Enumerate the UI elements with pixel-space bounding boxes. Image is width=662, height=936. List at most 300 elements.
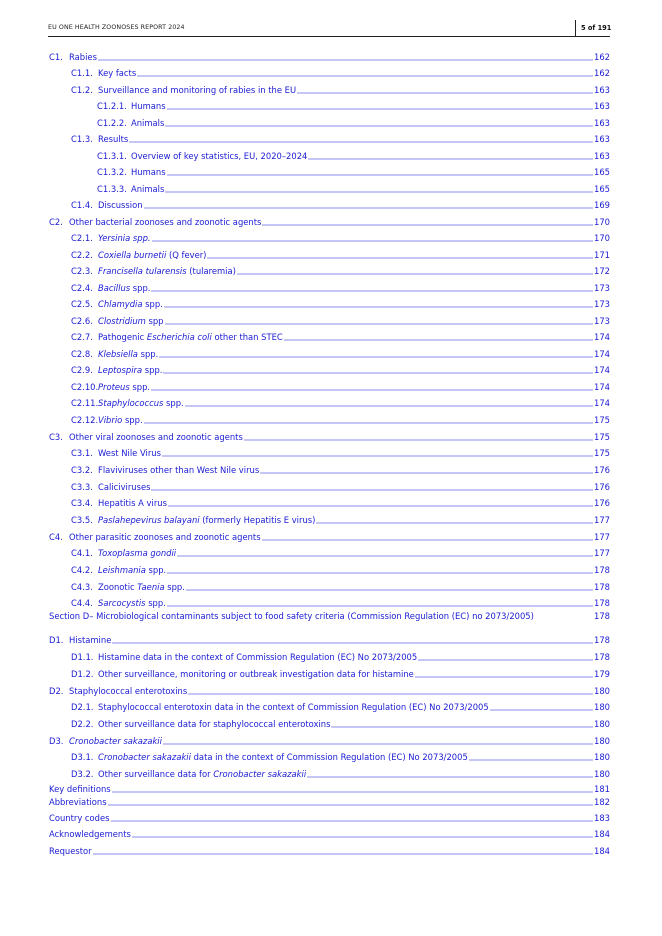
- toc-entry-title: [131, 183, 164, 195]
- toc-entry-page: 171: [594, 250, 610, 260]
- toc-leader-dots: [535, 610, 593, 622]
- toc-leader-dots: [415, 668, 593, 680]
- toc-entry[interactable]: [49, 828, 610, 840]
- toc-entry[interactable]: [71, 497, 610, 509]
- toc-entry-number: D1.1.: [71, 652, 94, 662]
- toc-entry-page: 163: [594, 151, 610, 161]
- toc-leader-dots: [165, 315, 594, 327]
- toc-entry[interactable]: [71, 348, 610, 360]
- toc-entry-number: D1.: [49, 635, 64, 645]
- toc-title-segment: spp.: [164, 582, 185, 592]
- toc-title-segment: spp.: [122, 415, 143, 425]
- toc-entry-page: 173: [594, 283, 610, 293]
- toc-leader-dots: [469, 751, 593, 763]
- toc-title-italic-segment: Clostridium: [98, 316, 146, 326]
- toc-title-italic-segment: Leishmania: [98, 565, 146, 575]
- toc-leader-dots: [168, 497, 593, 509]
- toc-leader-dots: [151, 282, 593, 294]
- toc-entry-title: [98, 282, 150, 294]
- toc-entry-number: D3.1.: [71, 752, 94, 762]
- toc-title-segment: spp.: [130, 283, 151, 293]
- toc-entry-title: [131, 150, 307, 162]
- toc-title-segment: Other surveillance, monitoring or outbreak investigation data for histamine: [98, 669, 414, 679]
- toc-entry[interactable]: [71, 464, 610, 476]
- toc-entry-title: [69, 216, 261, 228]
- toc-entry-page: 182: [594, 797, 610, 807]
- toc-leader-dots: [307, 768, 593, 780]
- toc-title-segment: spp.: [163, 398, 184, 408]
- toc-entry-title: [69, 634, 111, 646]
- toc-leader-dots: [262, 531, 593, 543]
- toc-entry-title: [98, 768, 306, 780]
- toc-entry[interactable]: [71, 282, 610, 294]
- toc-title-segment: spp: [145, 316, 164, 326]
- toc-entry[interactable]: [71, 668, 610, 680]
- toc-title-segment: Discussion: [98, 200, 143, 210]
- toc-entry[interactable]: [71, 701, 610, 713]
- toc-entry-title: [49, 610, 534, 622]
- toc-leader-dots: [262, 216, 593, 228]
- toc-entry-title: [98, 481, 150, 493]
- toc-entry-number: C2.10.: [71, 382, 99, 392]
- toc-entry-page: 174: [594, 365, 610, 375]
- toc-leader-dots: [112, 634, 593, 646]
- toc-entry-page: 169: [594, 200, 610, 210]
- toc-entry-page: 162: [594, 52, 610, 62]
- toc-entry[interactable]: [71, 315, 610, 327]
- toc-entry[interactable]: [49, 796, 610, 808]
- toc-entry-number: C1.: [49, 52, 63, 62]
- toc-entry-page: 163: [594, 85, 610, 95]
- toc-entry[interactable]: [49, 634, 610, 646]
- toc-title-italic-segment: Escherichia coli: [146, 332, 212, 342]
- toc-title-segment: Other surveillance data for staphylococcal enterotoxins: [98, 719, 331, 729]
- toc-entry-title: [98, 249, 206, 261]
- toc-entry-number: C4.1.: [71, 548, 93, 558]
- toc-entry[interactable]: [71, 84, 610, 96]
- toc-title-segment: Staphylococcal enterotoxins: [69, 686, 188, 696]
- toc-entry-title: [131, 100, 166, 112]
- toc-entry-page: 170: [594, 217, 610, 227]
- toc-entry[interactable]: [49, 610, 610, 622]
- toc-title-italic-segment: Leptospira: [98, 365, 143, 375]
- toc-title-italic-segment: Cronobacter sakazakii: [69, 736, 162, 746]
- toc-entry-number: C2.5.: [71, 299, 93, 309]
- toc-entry-title: [98, 84, 296, 96]
- toc-entry[interactable]: [71, 547, 610, 559]
- toc-entry-page: 178: [594, 582, 610, 592]
- toc-entry-title: [98, 497, 167, 509]
- toc-title-segment: spp.: [145, 565, 167, 575]
- toc-leader-dots: [144, 414, 593, 426]
- toc-entry[interactable]: [71, 514, 610, 526]
- toc-entry-number: C2.6.: [71, 316, 93, 326]
- toc-entry-title: [131, 117, 164, 129]
- toc-entry-title: [131, 166, 166, 178]
- toc-entry[interactable]: [71, 768, 610, 780]
- toc-entry-title: [98, 199, 143, 211]
- toc-entry-page: 180: [594, 736, 610, 746]
- toc-leader-dots: [316, 514, 593, 526]
- toc-entry-page: 179: [594, 669, 610, 679]
- toc-entry-page: 174: [594, 332, 610, 342]
- toc-title-segment: Key facts: [98, 68, 137, 78]
- toc-title-segment: (tularemia): [186, 266, 236, 276]
- toc-title-segment: data in the context of Commission Regulation (EC) No 2073/2005: [190, 752, 468, 762]
- toc-leader-dots: [188, 685, 593, 697]
- toc-title-italic-segment: Paslahepevirus balayani: [98, 515, 200, 525]
- toc-entry[interactable]: [71, 651, 610, 663]
- toc-title-italic-segment: Taenia: [137, 582, 165, 592]
- toc-entry[interactable]: [71, 597, 610, 609]
- toc-leader-dots: [490, 701, 593, 713]
- toc-entry-page: 165: [594, 167, 610, 177]
- toc-leader-dots: [132, 828, 593, 840]
- toc-title-segment: Zoonotic: [98, 582, 138, 592]
- toc-leader-dots: [284, 331, 593, 343]
- toc-title-segment: Animals: [131, 118, 165, 128]
- toc-leader-dots: [167, 597, 593, 609]
- toc-entry[interactable]: [49, 51, 610, 63]
- toc-entry-page: 180: [594, 769, 610, 779]
- toc-entry[interactable]: [97, 100, 610, 112]
- toc-entry-page: 180: [594, 719, 610, 729]
- toc-entry-number: D3.: [49, 736, 64, 746]
- toc-entry-number: C4.2.: [71, 565, 93, 575]
- toc-entry-number: C3.4.: [71, 498, 93, 508]
- toc-entry-number: D2.: [49, 686, 64, 696]
- toc-entry[interactable]: [49, 735, 610, 747]
- toc-entry[interactable]: [71, 381, 610, 393]
- toc-entry-number: D1.2.: [71, 669, 94, 679]
- toc-title-italic-segment: Cronobacter sakazakii: [98, 752, 191, 762]
- toc-entry-title: [98, 67, 136, 79]
- toc-entry-number: C2.11.: [71, 398, 99, 408]
- toc-entry-page: 178: [594, 611, 610, 621]
- toc-entry[interactable]: [97, 150, 610, 162]
- toc-entry-title: [98, 514, 315, 526]
- toc-entry-number: C4.4.: [71, 598, 93, 608]
- toc-entry-page: 177: [594, 515, 610, 525]
- toc-leader-dots: [151, 381, 593, 393]
- toc-entry-title: [49, 812, 110, 824]
- toc-title-italic-segment: Chlamydia: [98, 299, 143, 309]
- page-indicator: 5 of 191: [581, 24, 612, 32]
- toc-entry-page: 174: [594, 398, 610, 408]
- toc-entry-title: [69, 685, 187, 697]
- toc-entry-page: 172: [594, 266, 610, 276]
- toc-entry-page: 180: [594, 752, 610, 762]
- toc-entry[interactable]: [71, 481, 610, 493]
- toc-entry-number: C1.3.2.: [97, 167, 127, 177]
- toc-entry[interactable]: [97, 117, 610, 129]
- toc-entry[interactable]: [71, 397, 610, 409]
- toc-entry-number: C2.7.: [71, 332, 93, 342]
- toc-title-segment: West Nile Virus: [98, 448, 161, 458]
- toc-entry-number: C2.1.: [71, 233, 93, 243]
- toc-entry-number: C1.2.: [71, 85, 93, 95]
- toc-leader-dots: [165, 117, 593, 129]
- toc-title-italic-segment: Vibrio: [98, 415, 123, 425]
- toc-title-segment: Other surveillance data for: [98, 769, 214, 779]
- toc-entry-title: [69, 531, 261, 543]
- toc-leader-dots: [112, 783, 593, 795]
- report-title: EU ONE HEALTH ZOONOSES REPORT 2024: [48, 24, 185, 31]
- toc-entry-number: C3.3.: [71, 482, 93, 492]
- toc-entry-page: 163: [594, 134, 610, 144]
- toc-title-segment: Caliciviruses: [98, 482, 151, 492]
- toc-title-italic-segment: Coxiella burnetii: [98, 250, 167, 260]
- toc-entry-number: C1.2.1.: [97, 101, 127, 111]
- toc-leader-dots: [144, 199, 593, 211]
- toc-title-segment: Acknowledgements: [49, 829, 131, 839]
- toc-entry-page: 183: [594, 813, 610, 823]
- toc-entry[interactable]: [71, 232, 610, 244]
- toc-entry-number: C4.: [49, 532, 63, 542]
- toc-entry-page: 177: [594, 532, 610, 542]
- toc-title-italic-segment: Proteus: [98, 382, 130, 392]
- toc-title-italic-segment: Bacillus: [98, 283, 131, 293]
- toc-title-segment: Other bacterial zoonoses and zoonotic agents: [69, 217, 262, 227]
- toc-entry-title: [98, 232, 151, 244]
- toc-entry-page: 175: [594, 432, 610, 442]
- toc-title-segment: Histamine: [69, 635, 112, 645]
- toc-entry-title: [98, 547, 176, 559]
- toc-leader-dots: [129, 133, 593, 145]
- toc-entry-title: [98, 298, 163, 310]
- toc-entry-number: C3.: [49, 432, 63, 442]
- toc-entry-page: 165: [594, 184, 610, 194]
- toc-entry-title: [98, 381, 150, 393]
- toc-entry[interactable]: [49, 216, 610, 228]
- toc-title-segment: Humans: [131, 167, 166, 177]
- toc-title-segment: Requestor: [49, 846, 92, 856]
- toc-entry-page: 175: [594, 448, 610, 458]
- toc-entry-title: [98, 564, 166, 576]
- toc-entry-number: C2.8.: [71, 349, 93, 359]
- toc-leader-dots: [308, 150, 593, 162]
- toc-entry-page: 175: [594, 415, 610, 425]
- toc-entry-page: 181: [594, 784, 610, 794]
- toc-title-segment: (Q fever): [166, 250, 207, 260]
- toc-leader-dots: [297, 84, 593, 96]
- toc-entry-page: 178: [594, 598, 610, 608]
- toc-title-segment: spp.: [129, 382, 151, 392]
- toc-leader-dots: [108, 796, 593, 808]
- toc-entry-title: [49, 796, 107, 808]
- toc-entry[interactable]: [71, 414, 610, 426]
- toc-leader-dots: [167, 100, 593, 112]
- toc-title-segment: Staphylococcal enterotoxin data in the context of Commission Regulation (EC) No 2073/2005: [98, 702, 489, 712]
- toc-entry-page: 174: [594, 349, 610, 359]
- toc-leader-dots: [186, 581, 593, 593]
- toc-title-segment: Surveillance and monitoring of rabies in the EU: [98, 85, 297, 95]
- toc-entry[interactable]: [71, 199, 610, 211]
- toc-title-segment: Histamine data in the context of Commission Regulation (EC) No 2073/2005: [98, 652, 418, 662]
- toc-title-segment: Pathogenic: [98, 332, 147, 342]
- toc-title-italic-segment: Toxoplasma gondii: [98, 548, 177, 558]
- toc-entry-number: C4.3.: [71, 582, 93, 592]
- toc-entry-page: 176: [594, 482, 610, 492]
- toc-leader-dots: [151, 481, 593, 493]
- toc-leader-dots: [137, 67, 593, 79]
- toc-entry-title: [98, 464, 259, 476]
- toc-entry-title: [98, 597, 166, 609]
- toc-title-segment: Other parasitic zoonoses and zoonotic agents: [69, 532, 261, 542]
- toc-title-segment: (formerly Hepatitis E virus): [199, 515, 316, 525]
- toc-entry[interactable]: [71, 298, 610, 310]
- toc-entry[interactable]: [71, 364, 610, 376]
- toc-entry-title: [49, 828, 131, 840]
- toc-entry[interactable]: [71, 265, 610, 277]
- toc-entry-title: [98, 718, 330, 730]
- toc-entry-page: 178: [594, 565, 610, 575]
- toc-title-segment: Flaviviruses other than West Nile virus: [98, 465, 260, 475]
- toc-entry[interactable]: [49, 431, 610, 443]
- toc-entry[interactable]: [49, 685, 610, 697]
- toc-leader-dots: [177, 547, 593, 559]
- toc-entry-number: C1.3.1.: [97, 151, 127, 161]
- toc-entry-title: [98, 447, 161, 459]
- toc-leader-dots: [167, 564, 593, 576]
- toc-entry[interactable]: [71, 718, 610, 730]
- toc-entry[interactable]: [49, 812, 610, 824]
- toc-entry[interactable]: [71, 331, 610, 343]
- toc-entry-page: 180: [594, 702, 610, 712]
- toc-leader-dots: [418, 651, 593, 663]
- toc-entry-title: [98, 751, 468, 763]
- toc-entry[interactable]: [49, 845, 610, 857]
- toc-leader-dots: [165, 183, 593, 195]
- toc-title-segment: Key definitions: [49, 784, 111, 794]
- toc-leader-dots: [162, 447, 593, 459]
- toc-entry[interactable]: [49, 531, 610, 543]
- toc-entry-title: [98, 265, 236, 277]
- toc-title-segment: spp.: [142, 365, 163, 375]
- toc-entry[interactable]: [71, 447, 610, 459]
- toc-title-segment: Results: [98, 134, 129, 144]
- toc-title-italic-segment: Francisella tularensis: [98, 266, 187, 276]
- toc-leader-dots: [93, 845, 593, 857]
- toc-entry-title: [98, 397, 184, 409]
- toc-entry-title: [49, 783, 111, 795]
- toc-title-segment: spp.: [137, 349, 159, 359]
- toc-entry-number: C2.3.: [71, 266, 93, 276]
- toc-entry-title: [98, 414, 143, 426]
- toc-entry[interactable]: [71, 581, 610, 593]
- toc-entry-page: 170: [594, 233, 610, 243]
- toc-entry-title: [69, 51, 97, 63]
- toc-entry-number: C2.: [49, 217, 63, 227]
- toc-entry-number: C3.5.: [71, 515, 93, 525]
- toc-entry-number: C2.4.: [71, 283, 93, 293]
- toc-title-italic-segment: Klebsiella: [98, 349, 138, 359]
- toc-entry-number: C1.2.2.: [97, 118, 127, 128]
- toc-title-segment: spp.: [145, 598, 166, 608]
- toc-entry-number: C2.9.: [71, 365, 93, 375]
- toc-entry-page: 173: [594, 316, 610, 326]
- toc-entry[interactable]: [97, 166, 610, 178]
- toc-entry-page: 173: [594, 299, 610, 309]
- toc-entry-number: C3.2.: [71, 465, 93, 475]
- toc-entry-page: 180: [594, 686, 610, 696]
- toc-entry-page: 163: [594, 101, 610, 111]
- toc-entry[interactable]: [49, 783, 610, 795]
- toc-leader-dots: [111, 812, 594, 824]
- toc-entry-page: 176: [594, 498, 610, 508]
- toc-entry-page: 184: [594, 829, 610, 839]
- toc-entry[interactable]: [71, 249, 610, 261]
- toc-leader-dots: [244, 431, 593, 443]
- toc-entry[interactable]: [71, 67, 610, 79]
- toc-title-italic-segment: Staphylococcus: [98, 398, 164, 408]
- toc-entry-page: 177: [594, 548, 610, 558]
- toc-entry-number: C1.3.: [71, 134, 93, 144]
- toc-leader-dots: [185, 397, 593, 409]
- toc-entry-page: 162: [594, 68, 610, 78]
- toc-entry-number: D2.1.: [71, 702, 94, 712]
- toc-leader-dots: [331, 718, 593, 730]
- toc-title-segment: Other viral zoonoses and zoonotic agents: [69, 432, 243, 442]
- toc-entry-number: C3.1.: [71, 448, 93, 458]
- toc-entry-number: C1.1.: [71, 68, 93, 78]
- toc-entry-title: [98, 331, 283, 343]
- toc-entry-number: D2.2.: [71, 719, 94, 729]
- toc-entry-number: C1.4.: [71, 200, 93, 210]
- toc-entry-number: D3.2.: [71, 769, 94, 779]
- toc-entry[interactable]: [97, 183, 610, 195]
- toc-entry-title: [98, 701, 489, 713]
- toc-leader-dots: [167, 166, 593, 178]
- toc-entry-title: [98, 348, 158, 360]
- toc-leader-dots: [237, 265, 593, 277]
- toc-leader-dots: [164, 298, 593, 310]
- toc-entry-title: [98, 133, 128, 145]
- toc-title-segment: Hepatitis A virus: [98, 498, 167, 508]
- toc-entry-page: 174: [594, 382, 610, 392]
- toc-title-segment: Humans: [131, 101, 166, 111]
- toc-entry-number: C2.12.: [71, 415, 99, 425]
- toc-leader-dots: [98, 51, 593, 63]
- toc-entry-page: 178: [594, 635, 610, 645]
- toc-entry-page: 163: [594, 118, 610, 128]
- toc-entry-title: [69, 431, 243, 443]
- toc-entry-title: [98, 315, 164, 327]
- toc-title-segment: Country codes: [49, 813, 110, 823]
- toc-entry-title: [98, 364, 162, 376]
- toc-entry-title: [98, 668, 414, 680]
- toc-title-segment: Rabies: [69, 52, 97, 62]
- toc-title-segment: Abbreviations: [49, 797, 107, 807]
- toc-entry-number: C2.2.: [71, 250, 93, 260]
- toc-title-italic-segment: Sarcocystis: [98, 598, 146, 608]
- toc-entry-title: [98, 581, 185, 593]
- toc-entry-title: [49, 845, 92, 857]
- toc-leader-dots: [260, 464, 593, 476]
- toc-entry-page: 176: [594, 465, 610, 475]
- toc-entry[interactable]: [71, 564, 610, 576]
- toc-entry[interactable]: [71, 133, 610, 145]
- toc-title-segment: Overview of key statistics, EU, 2020–2024: [131, 151, 308, 161]
- toc-title-segment: Animals: [131, 184, 165, 194]
- toc-leader-dots: [163, 364, 593, 376]
- toc-title-italic-segment: Yersinia spp.: [98, 233, 151, 243]
- toc-title-segment: spp.: [142, 299, 163, 309]
- toc-entry[interactable]: [71, 751, 610, 763]
- toc-entry-title: [69, 735, 162, 747]
- toc-title-segment: other than STEC: [211, 332, 283, 342]
- toc-leader-dots: [159, 348, 593, 360]
